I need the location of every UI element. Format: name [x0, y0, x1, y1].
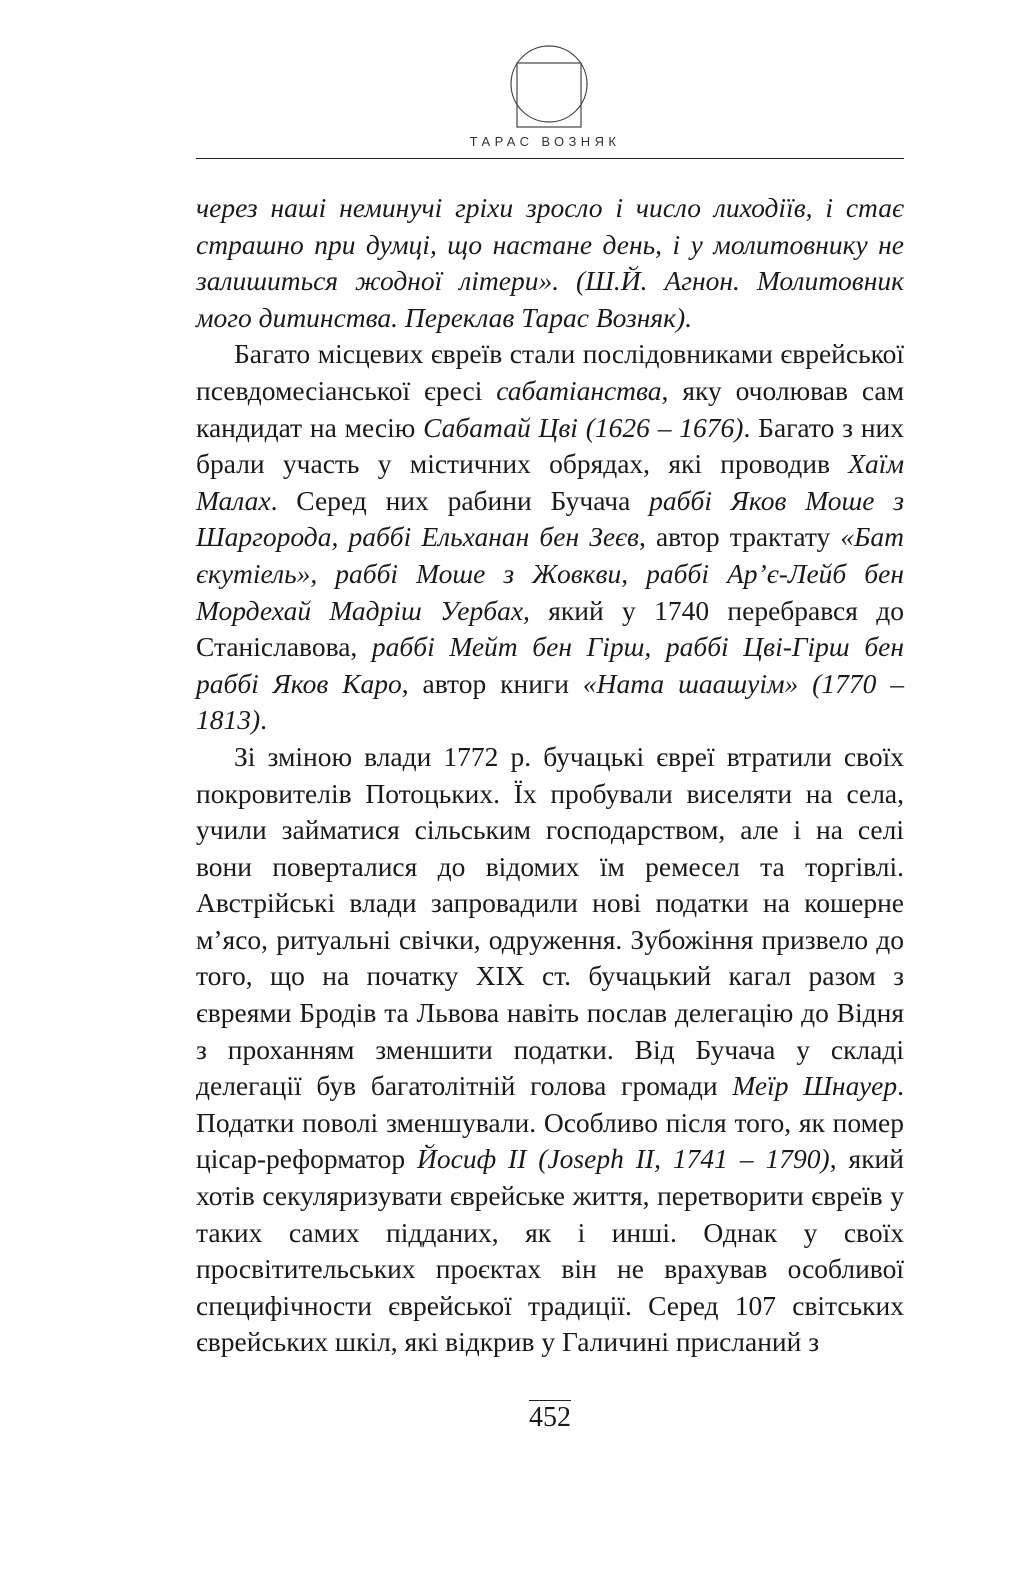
p1-run: який у 1740 перебрався до Станіславова,: [196, 594, 904, 663]
p2-run: , який хотів секуляризувати єврейське життя, перетворити євреїв у таких самих підданих, як і инші. Однак у своїх просвітительських проєктах він не врахував особливої специфічности єврейської традиції. Серед 107 світських єврейських шкіл, які відкрив у Галичині присланий з: [196, 1143, 904, 1358]
p1-run-italic: раббі Яков Моше з Шаргорода, раббі Ельханан бен Зеєв: [196, 484, 905, 553]
p1-run: .: [260, 704, 268, 736]
p1-run: . Багато з них брали участь у містичних обрядах, які проводив: [196, 411, 905, 480]
p1-run: , яку очолював сам кандидат на месію: [196, 374, 904, 443]
p2-run-italic: Йосиф II (Joseph II, 1741 – 1790): [417, 1143, 830, 1175]
p1-run-italic: «Бат єкутіель», раббі Моше з Жовкви, раббі Ар’є-Лейб бен Мордехай Мадріш Уербах,: [196, 521, 904, 626]
p1-run-italic: «Ната шаашуім» (1770 – 1813): [196, 667, 905, 736]
page-number: 452: [529, 1402, 571, 1433]
p1-run-italic: Хаїм Малах: [196, 448, 904, 516]
quote-paragraph: [196, 190, 904, 336]
p2-run-italic: Меїр Шнауер: [732, 1070, 898, 1102]
circle-square-emblem-icon: [508, 44, 590, 130]
paragraph-2: [196, 739, 904, 1361]
p2-run: Зі зміною влади 1772 р. бучацькі євреї втратили своїх покровителів Потоцьких. Їх пробували виселяти на села, учили займатися сільським господарством, але і на селі вони поверталися до відомих їм ремесел та торгівлі. Австрійські влади запровадили нові податки на кошерне м’ясо, ритуальні свічки, одруження. Зубожіння призвело до того, що на початку XIX ст. бучацький кагал разом з євреями Бродів та Львова навіть послав делегацію до Відня з проханням зменшити податки. Від Бучача у складі делегації був багатолітній голова громади: [196, 740, 904, 1102]
body-text: [196, 190, 904, 1361]
p1-run-italic: сабатіанства: [496, 374, 662, 406]
p1-run-italic: Сабатай Цві (1626 – 1676): [423, 411, 744, 443]
header-rule: [196, 158, 904, 159]
paragraph-1: [196, 336, 904, 739]
quote-text: через наші неминучі гріхи зросло і число лиходіїв, і стає страшно при думці, що настане день, і у молитовнику не залишиться жодної літери». (Ш.Й. Агнон. Молитовник мого дитинства. Переклав Тарас Возняк).: [196, 192, 904, 333]
p1-run: , автор книги: [401, 667, 583, 699]
p1-run: , автор трактату: [638, 521, 841, 553]
running-title: ТАРАС ВОЗНЯК: [469, 134, 621, 149]
p2-run: . Податки поволі зменшували. Особливо після того, як помер цісар-реформатор: [196, 1070, 904, 1175]
p1-run: Багато місцевих євреїв стали послідовниками єврейської псевдомесіанської єресі: [196, 338, 904, 406]
p1-run: . Серед них рабини Бучача: [270, 484, 650, 516]
p1-run-italic: раббі Мейт бен Гірш, раббі Цві-Гірш бен раббі Яков Каро: [196, 631, 904, 699]
page-number-block: [0, 1400, 1024, 1435]
